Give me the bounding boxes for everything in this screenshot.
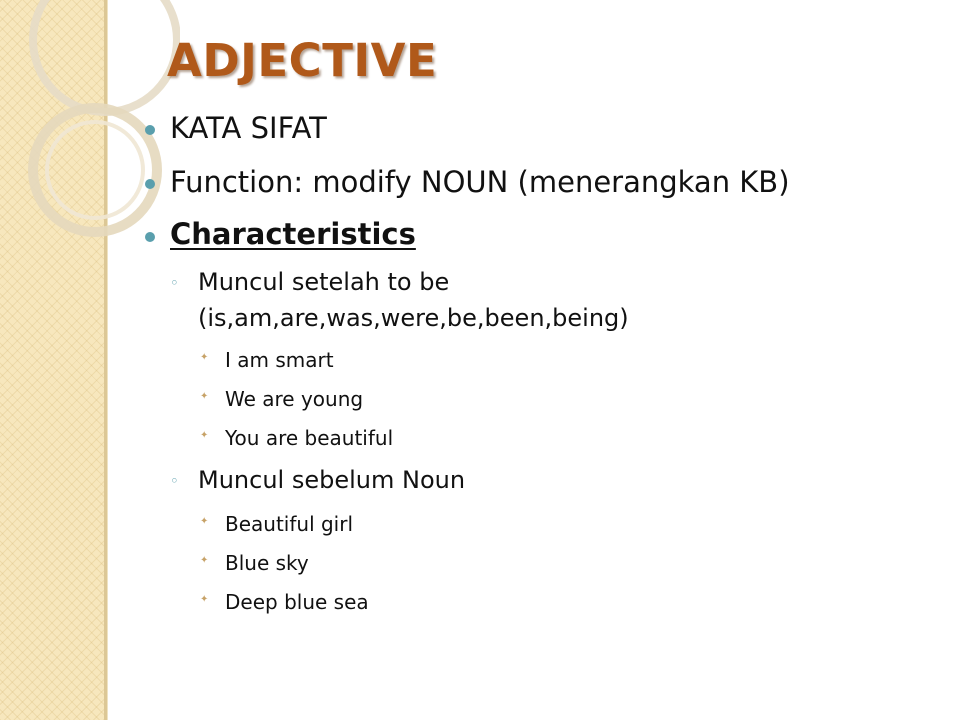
- ring-bullet-icon: ◦: [170, 274, 179, 292]
- example-item: We are young: [225, 387, 364, 411]
- example-item: Deep blue sea: [225, 590, 369, 614]
- bullet-function: Function: modify NOUN (menerangkan KB): [170, 165, 790, 199]
- example-item: Blue sky: [225, 551, 309, 575]
- star-bullet-icon: ✦: [200, 391, 209, 402]
- star-bullet-icon: ✦: [200, 352, 209, 363]
- sub-bullet-after-to-be: Muncul setelah to be: [198, 268, 450, 296]
- example-item: Beautiful girl: [225, 512, 354, 536]
- slide-title: ADJECTIVE: [167, 34, 438, 87]
- bullet-dot-icon: [145, 232, 155, 242]
- bullet-dot-icon: [145, 179, 155, 189]
- star-bullet-icon: ✦: [200, 594, 209, 605]
- sub-bullet-before-noun: Muncul sebelum Noun: [198, 466, 466, 494]
- ring-bullet-icon: ◦: [170, 472, 179, 490]
- example-item: I am smart: [225, 348, 334, 372]
- sub-bullet-to-be-list: (is,am,are,was,were,be,been,being): [198, 304, 629, 332]
- bullet-dot-icon: [145, 125, 155, 135]
- star-bullet-icon: ✦: [200, 516, 209, 527]
- bullet-kata-sifat: KATA SIFAT: [170, 111, 327, 145]
- star-bullet-icon: ✦: [200, 555, 209, 566]
- example-item: You are beautiful: [225, 426, 394, 450]
- bullet-characteristics: Characteristics: [170, 217, 416, 251]
- star-bullet-icon: ✦: [200, 430, 209, 441]
